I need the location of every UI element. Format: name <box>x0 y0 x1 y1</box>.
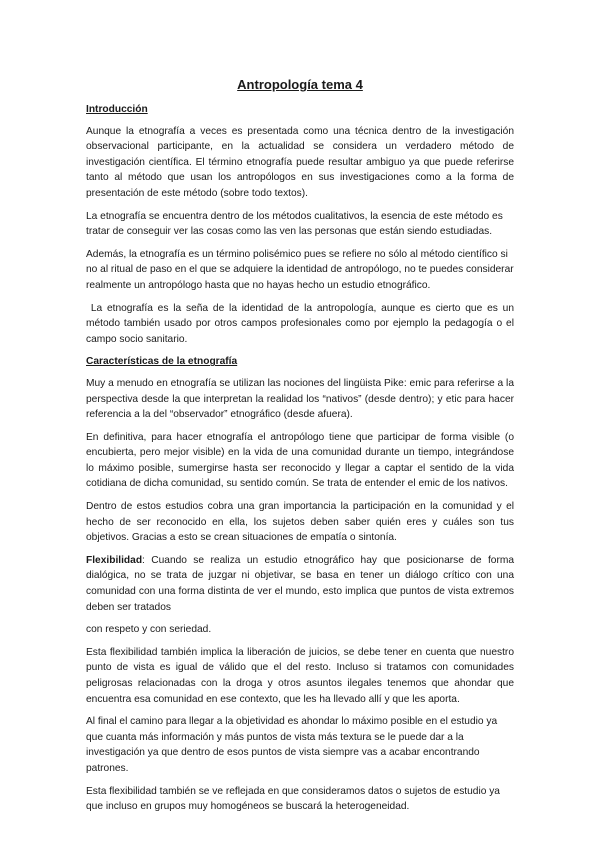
paragraph: Al final el camino para llegar a la objetividad es ahondar lo máximo posible en el estudio ya que cuanta más información y más puntos de vista más textura se le puede dar a la investigación ya que dentro de esos puntos de vista siempre vas a acabar encontrando patrones. <box>86 716 498 774</box>
paragraph: Esta flexibilidad también se ve reflejada en que consideramos datos o sujetos de estudio ya que incluso en grupos muy homogéneos se buscará la heterogeneidad. <box>86 785 500 813</box>
flexibility-label: Flexibilidad <box>86 554 143 566</box>
flexibility-paragraph <box>86 553 514 615</box>
paragraph: En definitiva, para hacer etnografía el antropólogo tiene que participar de forma visible (o encubierta, pero mejor visible) en la vida de una comunidad durante un tiempo, integrándose lo máximo posible, sumergirse hasta ser reconocido y llegar a captar el sentido de la vida cotidiana de dicha comunidad, su sentido común. Se trata de entender el emic de los nativos. <box>86 431 514 490</box>
document-title: Antropología tema 4 <box>237 77 363 92</box>
section-heading-caracteristicas: Características de la etnografía <box>86 356 238 368</box>
paragraph: Esta flexibilidad también implica la liberación de juicios, se debe tener en cuenta que nuestro punto de vista es igual de válido que el del resto. Incluso si tratamos con comunidades peligrosas relacionadas con la droga y otros asuntos ilegales tenemos que ahondar que encuentra esa comunidad en ese contexto, que les ha llevado allí y que les aporta. <box>86 646 514 705</box>
section-heading-introduccion: Introducción <box>86 104 148 115</box>
paragraph: Muy a menudo en etnografía se utilizan las nociones del lingüista Pike: emic para referirse a la perspectiva desde la que interpretan la realidad los “nativos” (desde dentro); y etic para hacer referencia a la del “observador” etnográfico (desde afuera). <box>86 377 514 421</box>
paragraph: Aunque la etnografía a veces es presentada como una técnica dentro de la investigación observacional participante, en la actualidad se considera un verdadero método de investigación científica. El término etnografía puede resultar ambiguo ya que puede referirse tanto al método que usan los antropólogos en sus investigaciones como a la forma de presentación de este método (sobre todo textos). <box>86 125 514 199</box>
paragraph: con respeto y con seriedad. <box>86 624 212 636</box>
document-page <box>86 76 517 822</box>
paragraph: Dentro de estos estudios cobra una gran importancia la participación en la comunidad y el hecho de ser reconocido en ella, los sujetos deben saber quién eres y cuáles son tus objetivos. Gracias a esto se crean situaciones de empatía o sintonía. <box>86 501 514 544</box>
paragraph: La etnografía es la seña de la identidad de la antropología, aunque es cierto que es un método también usado por otros campos profesionales como por ejemplo la pedagogía o el campo socio sanitario. <box>86 302 517 345</box>
paragraph: La etnografía se encuentra dentro de los métodos cualitativos, la esencia de este método es tratar de conseguir ver las cosas como las ven las personas que están siendo estudiadas. <box>86 210 503 238</box>
flexibility-text: : Cuando se realiza un estudio etnográfico hay que posicionarse de forma dialógica, no se trata de juzgar ni objetivar, se basa en tener un diálogo crítico con una comunidad con una forma distinta de ver el mundo, esto implica que puntos de vista extremos deben ser tratados <box>86 554 514 613</box>
paragraph: Además, la etnografía es un término polisémico pues se refiere no sólo al método científico si no al ritual de paso en el que se adquiere la identidad de antropólogo, no te puedes considerar realmente un antropólogo hasta que no hayas hecho un estudio etnográfico. <box>86 248 514 291</box>
